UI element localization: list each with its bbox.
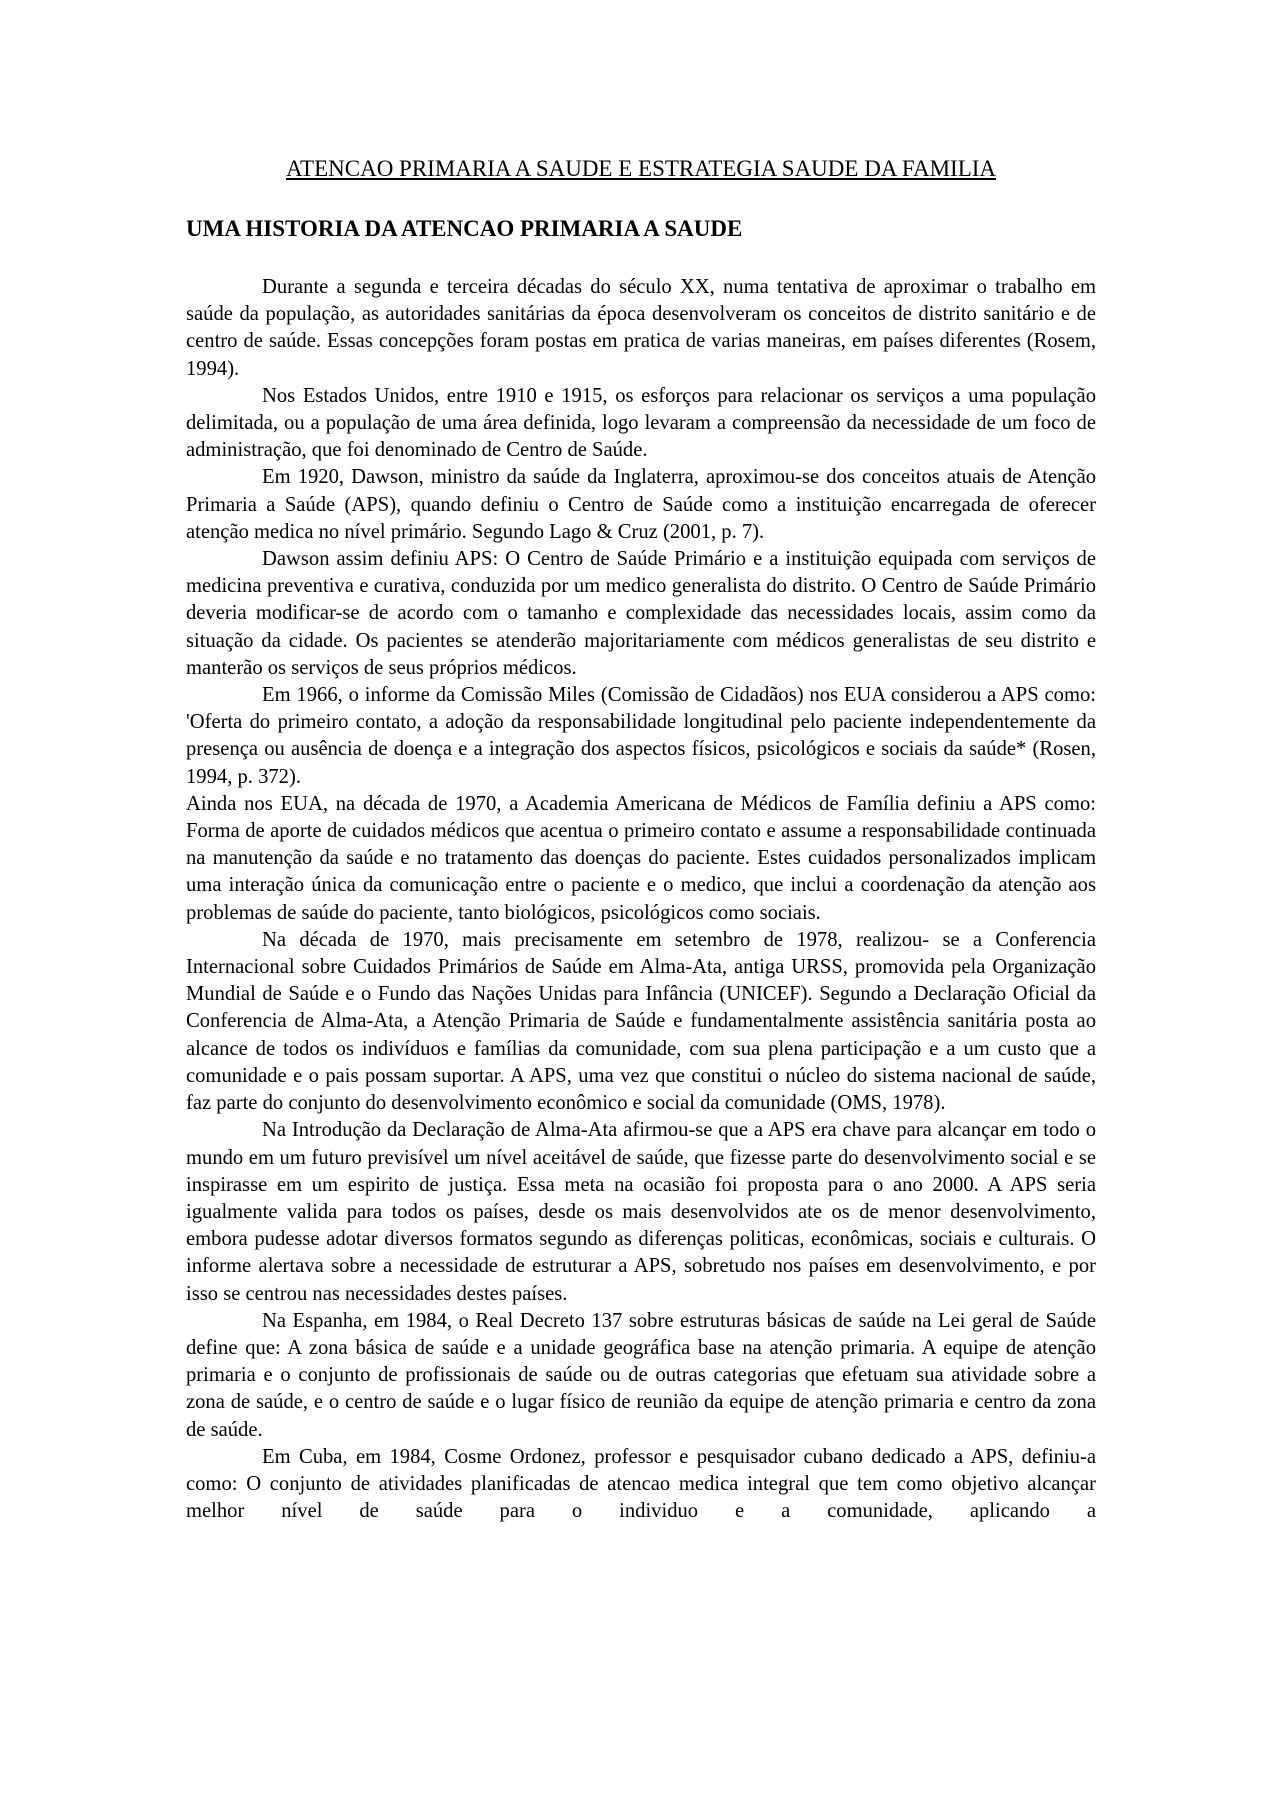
paragraph-4: Dawson assim definiu APS: O Centro de Saúde Primário e a instituição equipada com serviços de medicina preventiva e curativa, conduzida por um medico generalista do distrito. O Centro de Saúde Primário deveria modificar-se de acordo com o tamanho e complexidade das necessidades locais, assim como da situação da cidade. Os pacientes se atenderão majoritariamente com médicos generalistas de seu distrito e manterão os serviços de seus próprios médicos. <box>186 548 1096 679</box>
paragraph-2: Nos Estados Unidos, entre 1910 e 1915, os esforços para relacionar os serviços a uma população delimitada, ou a população de uma área definida, logo levaram a compreensão da necessidade de um foco de administração, que foi denominado de Centro de Saúde. <box>186 384 1096 462</box>
document-body <box>186 274 1096 1525</box>
paragraph-8: Na Introdução da Declaração de Alma-Ata afirmou-se que a APS era chave para alcançar em todo o mundo em um futuro previsível um nível aceitável de saúde, que fizesse parte do desenvolvimento social e se inspirasse em um espirito de justiça. Essa meta na ocasião foi proposta para o ano 2000. A APS seria igualmente valida para todos os países, desde os mais desenvolvidos ate os de menor desenvolvimento, embora pudesse adotar diversos formatos segundo as diferenças politicas, econômicas, sociais e culturais. O informe alertava sobre a necessidade de estruturar a APS, sobretudo nos países em desenvolvimento, e por isso se centrou nas necessidades destes países. <box>186 1119 1096 1305</box>
paragraph-3: Em 1920, Dawson, ministro da saúde da Inglaterra, aproximou-se dos conceitos atuais de Atenção Primaria a Saúde (APS), quando definiu o Centro de Saúde como a instituição encarregada de oferecer atenção medica no nível primário. Segundo Lago & Cruz (2001, p. 7). <box>186 466 1096 543</box>
paragraph-6: Ainda nos EUA, na década de 1970, a Academia Americana de Médicos de Família definiu a APS como: Forma de aporte de cuidados médicos que acentua o primeiro contato e assume a responsabilidade continuada na manutenção da saúde e no tratamento das doenças do paciente. Estes cuidados personalizados implicam uma interação única da comunicação entre o paciente e o medico, que inclui a coordenação da atenção aos problemas de saúde do paciente, tanto biológicos, psicológicos como sociais. <box>186 792 1096 924</box>
paragraph-5: Em 1966, o informe da Comissão Miles (Comissão de Cidadãos) nos EUA considerou a APS como: 'Oferta do primeiro contato, a adoção da responsabilidade longitudinal pelo paciente independentemente da presença ou ausência de doença e a integração dos aspectos físicos, psicológicos e sociais da saúde* (Rosen, 1994, p. 372). <box>186 684 1096 788</box>
paragraph-10: Em Cuba, em 1984, Cosme Ordonez, professor e pesquisador cubano dedicado a APS, definiu-a como: O conjunto de atividades planificadas de atencao medica integral que tem como objetivo alcançar melhor nível de saúde para o individuo e a comunidade, aplicando a <box>186 1445 1096 1523</box>
paragraph-1: Durante a segunda e terceira décadas do século XX, numa tentativa de aproximar o trabalho em saúde da população, as autoridades sanitárias da época desenvolveram os conceitos de distrito sanitário e de centro de saúde. Essas concepções foram postas em pratica de varias maneiras, em países diferentes (Rosem, 1994). <box>186 276 1096 380</box>
document-title: ATENCAO PRIMARIA A SAUDE E ESTRATEGIA SAUDE DA FAMILIA <box>285 156 997 181</box>
section-heading: UMA HISTORIA DA ATENCAO PRIMARIA A SAUDE <box>186 216 743 241</box>
paragraph-9: Na Espanha, em 1984, o Real Decreto 137 sobre estruturas básicas de saúde na Lei geral de Saúde define que: A zona básica de saúde e a unidade geográfica base na atenção primaria. A equipe de atenção primaria e o conjunto de profissionais de saúde ou de outras categorias que efetuam sua atividade sobre a zona de saúde, e o centro de saúde e o lugar físico de reunião da equipe de atenção primaria e centro da zona de saúde. <box>186 1309 1096 1441</box>
paragraph-7: Na década de 1970, mais precisamente em setembro de 1978, realizou- se a Conferencia Internacional sobre Cuidados Primários de Saúde em Alma-Ata, antiga URSS, promovida pela Organização Mundial de Saúde e o Fundo das Nações Unidas para Infância (UNICEF). Segundo a Declaração Oficial da Conferencia de Alma-Ata, a Atenção Primaria de Saúde e fundamentalmente assistência sanitária posta ao alcance de todos os indivíduos e famílias da comunidade, com sua plena participação e a um custo que a comunidade e o pais possam suportar. A APS, uma vez que constitui o núcleo do sistema nacional de saúde, faz parte do conjunto do desenvolvimento econômico e social da comunidade (OMS, 1978). <box>186 928 1096 1115</box>
